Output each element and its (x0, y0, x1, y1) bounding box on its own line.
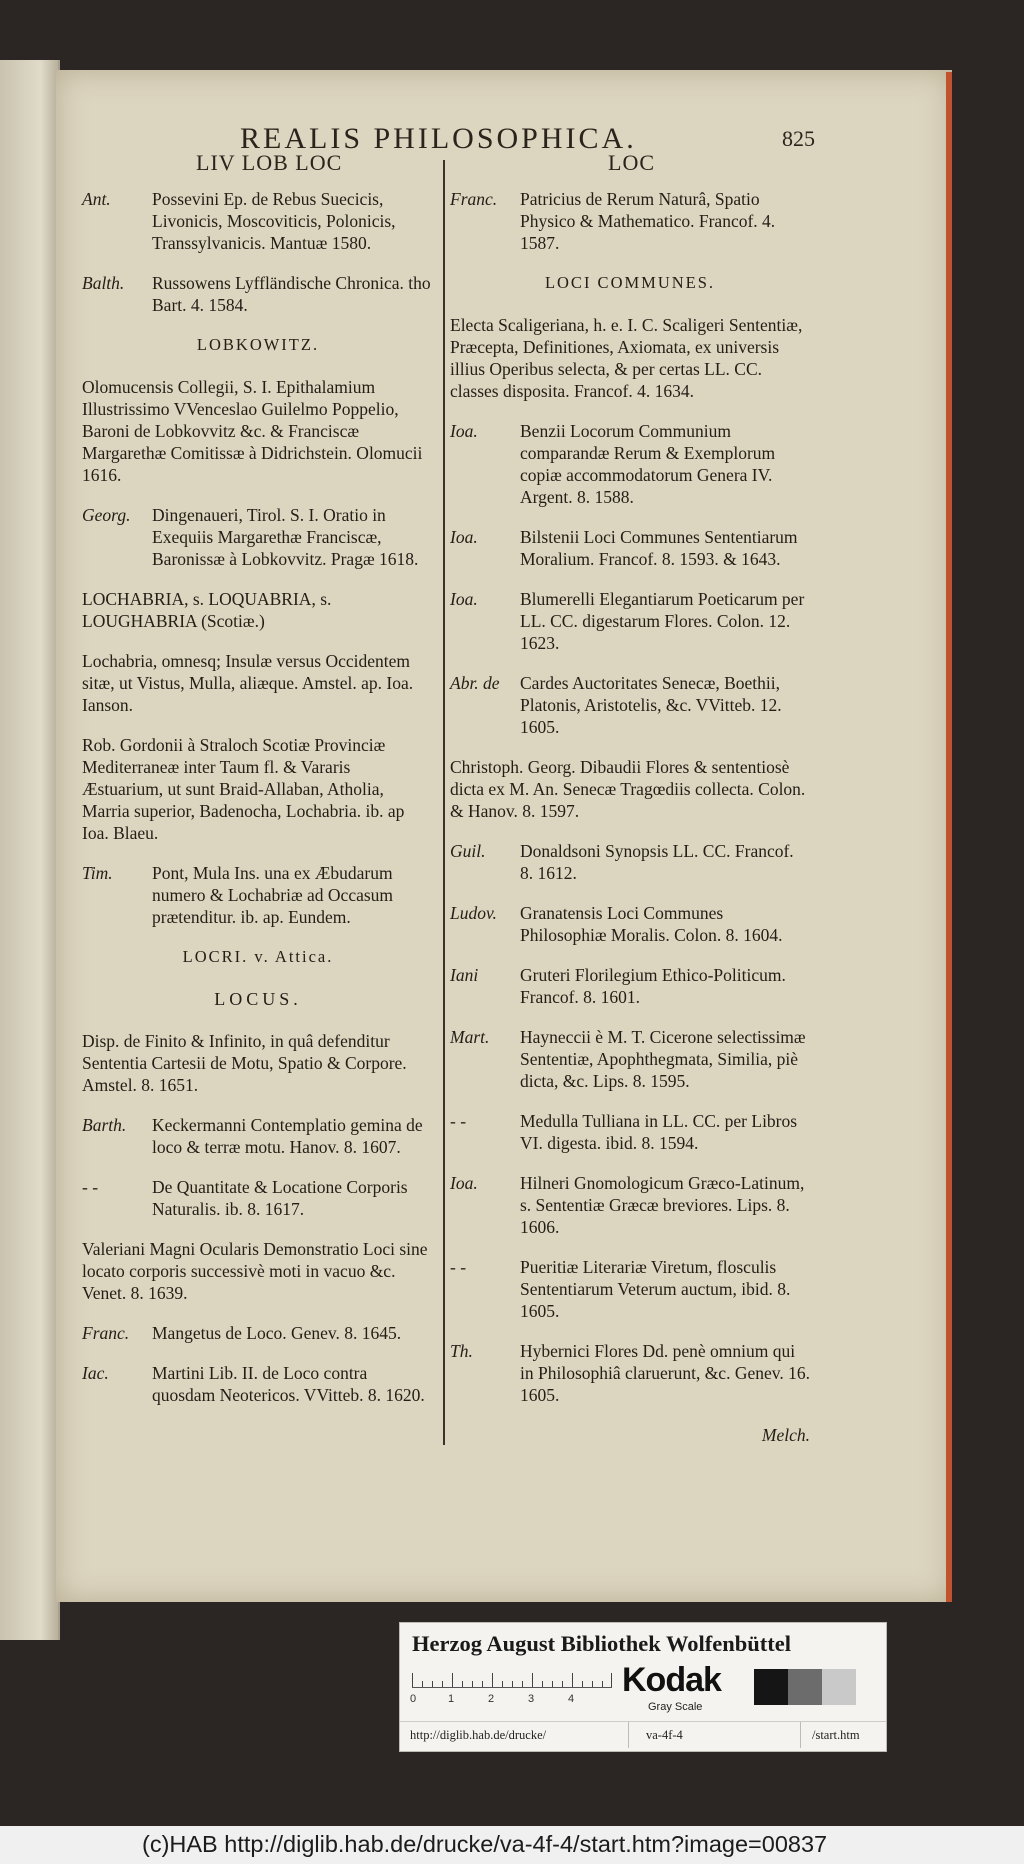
entry-author-prefix: Mart. (450, 1027, 490, 1047)
entry-author-prefix: Ludov. (450, 903, 497, 923)
url-shelfmark: va-4f-4 (646, 1728, 683, 1742)
list-item (450, 188, 810, 254)
gray-scale-label: Gray Scale (648, 1701, 703, 1713)
entry-text: Rob. Gordonii à Straloch Scotiæ Provinciæ Mediterraneæ inter Taum fl. & Vararis Æstuarium, ut sunt Braid-Allaban, Atholia, Marria superior, Badenocha, Lochabria. ib. ap Ioa. Blaeu. (82, 735, 405, 843)
list-item (82, 188, 434, 254)
list-item (82, 862, 434, 928)
list-item (450, 964, 810, 1008)
entry-text: Lochabria, omnesq; Insulæ versus Occidentem sitæ, ut Vistus, Mulla, aliæque. Amstel. ap. Ioa. Ianson. (82, 651, 414, 715)
entry-author-prefix: Ioa. (450, 1173, 478, 1193)
ruler-number: 3 (528, 1693, 535, 1705)
page-red-edge (946, 72, 952, 1602)
entry-text: Possevini Ep. de Rebus Suecicis, Livonicis, Moscoviticis, Polonicis, Transsylvanicis. Mantuæ 1580. (152, 189, 396, 253)
entry-text: Bilstenii Loci Communes Sententiarum Moralium. Francof. 8. 1593. & 1643. (520, 527, 798, 569)
entry-author-prefix: Ioa. (450, 527, 478, 547)
entry-author-prefix: Georg. (82, 505, 131, 525)
list-item (82, 1030, 434, 1096)
list-item (450, 1172, 810, 1238)
entry-author-prefix: Tim. (82, 863, 113, 883)
catchword: Melch. (761, 1425, 810, 1445)
section-heading: LOCI COMMUNES. (544, 273, 716, 292)
library-title: Herzog August Bibliothek Wolfenbüttel (412, 1631, 791, 1656)
copyright-footer (0, 1826, 1024, 1864)
column-rule (443, 160, 445, 1445)
left-column (82, 188, 434, 1424)
gray-swatch-light (822, 1669, 856, 1705)
entry-text: Pont, Mula Ins. una ex Æbudarum numero & Lochabriæ ad Occasum prætenditur. ib. ap. Eundem. (152, 863, 394, 927)
entry-text: Keckermanni Contemplatio gemina de loco & terræ motu. Hanov. 8. 1607. (152, 1115, 423, 1157)
right-column-head: LOC (608, 150, 655, 175)
section-heading: LOCHABRIA, s. LOQUABRIA, s. LOUGHABRIA (Scotiæ.) (82, 589, 332, 631)
entry-text: Dingenaueri, Tirol. S. I. Oratio in Exequiis Margarethæ Franciscæ, Baronissæ à Lobkovvitz. Pragæ 1618. (152, 505, 419, 569)
entry-text: Russowens Lyffländische Chronica. tho Bart. 4. 1584. (152, 273, 431, 315)
ruler-number: 0 (410, 1693, 417, 1705)
list-item (450, 314, 810, 402)
entry-text: Electa Scaligeriana, h. e. I. C. Scaligeri Sententiæ, Præcepta, Definitiones, Axiomata, ex universis illius Operibus selecta, & per certas LL. CC. classes disposita. Francof. 4. 1634. (450, 315, 803, 401)
library-color-target (399, 1622, 887, 1752)
ruler-number: 1 (448, 1693, 455, 1705)
entry-text: Granatensis Loci Communes Philosophiæ Moralis. Colon. 8. 1604. (520, 903, 783, 945)
entry-text: Benzii Locorum Communium comparandæ Rerum & Exemplorum copiæ accommodatorum Genera IV. Argent. 8. 1588. (520, 421, 776, 507)
entry-author-prefix: Ioa. (450, 421, 478, 441)
list-item (450, 1256, 810, 1322)
list-item (82, 650, 434, 716)
entry-author-prefix: - - (82, 1177, 99, 1197)
entry-text: De Quantitate & Locatione Corporis Naturalis. ib. 8. 1617. (152, 1177, 408, 1219)
entry-text: Disp. de Finito & Infinito, in quâ defenditur Sententia Cartesii de Motu, Spatio & Corpore. Amstel. 8. 1651. (82, 1031, 407, 1095)
entry-text: Mangetus de Loco. Genev. 8. 1645. (152, 1323, 402, 1343)
entry-author-prefix: Franc. (450, 189, 498, 209)
entry-author-prefix: Guil. (450, 841, 486, 861)
list-item (450, 420, 810, 508)
entry-text: Cardes Auctoritates Senecæ, Boethii, Platonis, Aristotelis, &c. VVitteb. 12. 1605. (520, 673, 782, 737)
list-item (450, 1026, 810, 1092)
section-heading: LOBKOWITZ. (196, 335, 320, 354)
list-item (450, 840, 810, 884)
entry-author-prefix: Iani (450, 965, 479, 985)
left-column-head: LIV LOB LOC (196, 150, 343, 175)
section-heading: LOCRI. v. Attica. (182, 947, 334, 966)
entry-author-prefix: Ant. (82, 189, 111, 209)
running-head: REALIS PHILOSOPHICA. (240, 122, 637, 155)
entry-text: Olomucensis Collegii, S. I. Epithalamium Illustrissimo VVenceslao Guilelmo Poppelio, Baroni de Lobkovvitz &c. & Franciscæ Margarethæ Comitissæ à Didrichstein. Olomucii 1616. (82, 377, 423, 485)
entry-text: Pueritiæ Literariæ Viretum, flosculis Sententiarum Veterum auctum, ibid. 8. 1605. (520, 1257, 791, 1321)
entry-text: Martini Lib. II. de Loco contra quosdam Neotericos. VVitteb. 8. 1620. (152, 1363, 425, 1405)
entry-author-prefix: Th. (450, 1341, 473, 1361)
list-item (82, 1322, 434, 1344)
entry-text: Blumerelli Elegantiarum Poeticarum per LL. CC. digestarum Flores. Colon. 12. 1623. (520, 589, 805, 653)
list-item (450, 588, 810, 654)
list-item (82, 1114, 434, 1158)
list-item (450, 526, 810, 570)
list-item (82, 1176, 434, 1220)
right-column (450, 188, 810, 1446)
section-heading: LOCUS. (214, 989, 302, 1009)
list-item (82, 1362, 434, 1406)
list-item (450, 672, 810, 738)
list-item (82, 272, 434, 316)
list-item (82, 504, 434, 570)
list-item (82, 734, 434, 844)
page-number: 825 (782, 126, 815, 151)
url-page: /start.htm (812, 1728, 860, 1742)
ruler-number: 2 (488, 1693, 495, 1705)
entry-text: Hybernici Flores Dd. penè omnium qui in Philosophiâ claruerunt, &c. Genev. 16. 1605. (520, 1341, 810, 1405)
ruler-number: 4 (568, 1693, 575, 1705)
list-item (450, 902, 810, 946)
kodak-logo: Kodak (622, 1661, 721, 1699)
gray-swatch-dark (754, 1669, 788, 1705)
entry-author-prefix: Barth. (82, 1115, 127, 1135)
entry-author-prefix: - - (450, 1111, 467, 1131)
entry-text: Gruteri Florilegium Ethico-Politicum. Francof. 8. 1601. (520, 965, 786, 1007)
entry-author-prefix: Ioa. (450, 589, 478, 609)
entry-text: Hayneccii è M. T. Cicerone selectissimæ Sententiæ, Apophthegmata, Similia, piè dicta, &c. Lips. 8. 1595. (520, 1027, 806, 1091)
list-item (450, 1340, 810, 1406)
entry-text: Medulla Tulliana in LL. CC. per Libros VI. digesta. ibid. 8. 1594. (520, 1111, 798, 1153)
gray-swatch-mid (788, 1669, 822, 1705)
url-base: http://diglib.hab.de/drucke/ (410, 1728, 547, 1742)
entry-author-prefix: Abr. de (450, 673, 500, 693)
card-url-row (400, 1721, 886, 1748)
entry-author-prefix: Franc. (82, 1323, 130, 1343)
list-item (450, 756, 810, 822)
list-item (82, 1238, 434, 1304)
entry-text: Hilneri Gnomologicum Græco-Latinum, s. Sententiæ Græcæ breviores. Lips. 8. 1606. (520, 1173, 805, 1237)
entry-author-prefix: Balth. (82, 273, 125, 293)
list-item (450, 1110, 810, 1154)
entry-text: Patricius de Rerum Naturâ, Spatio Physico & Mathematico. Francof. 4. 1587. (520, 189, 776, 253)
entry-text: Valeriani Magni Ocularis Demonstratio Loci sine locato corporis successivè moti in vacuo &c. Venet. 8. 1639. (82, 1239, 428, 1303)
entry-author-prefix: Iac. (82, 1363, 109, 1383)
scale-ruler (412, 1665, 612, 1688)
facing-page-edge (0, 60, 60, 1640)
entry-author-prefix: - - (450, 1257, 467, 1277)
entry-text: Donaldsoni Synopsis LL. CC. Francof. 8. 1612. (520, 841, 794, 883)
footer-text: (c)HAB http://diglib.hab.de/drucke/va-4f-4/start.htm?image=00837 (142, 1831, 828, 1857)
entry-text: Christoph. Georg. Dibaudii Flores & sententiosè dicta ex M. An. Senecæ Tragœdiis collecta. Colon. & Hanov. 8. 1597. (450, 757, 806, 821)
list-item (82, 376, 434, 486)
